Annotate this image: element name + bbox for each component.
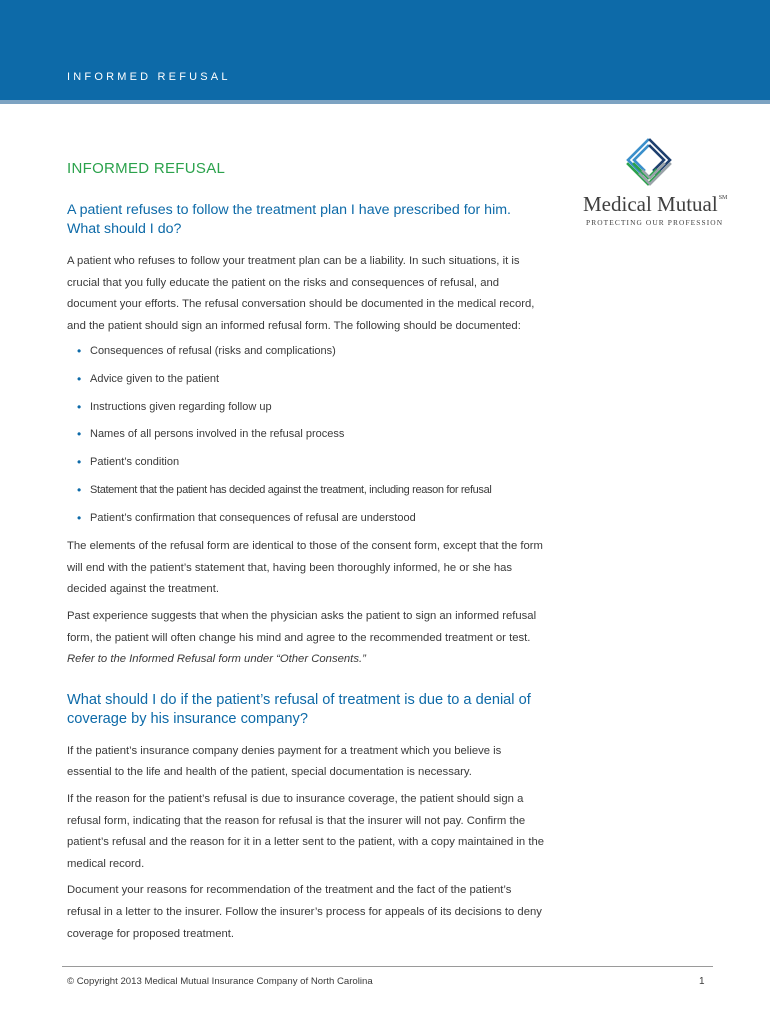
footer-copyright: © Copyright 2013 Medical Mutual Insurance Company of North Carolina (67, 976, 373, 987)
past-experience-text: Past experience suggests that when the physician asks the patient to sign an informed refusal form, the patient will often change his mind and agree to the recommended treatment or test. (67, 609, 537, 644)
document-reasons-paragraph: Document your reasons for recommendation of the treatment and the fact of the patient’s refusal in a letter to the insurer. Follow the insurer’s process for appeals of its decisions to deny coverage for proposed treatment. (67, 884, 542, 940)
list-item: • Advice given to the patient (67, 370, 547, 389)
refusal-form-reference: Refer to the Informed Refusal form under “Other Consents.” (67, 653, 366, 666)
documentation-list (67, 342, 547, 527)
question-heading-2: What should I do if the patient’s refusal of treatment is due to a denial of coverage by his insurance company? (67, 691, 531, 727)
bullet-icon: • (77, 510, 82, 525)
header-band (0, 0, 770, 100)
logo-tagline: PROTECTING OUR PROFESSION (586, 218, 724, 227)
insurer-denies-paragraph: If the patient’s insurance company denies payment for a treatment which you believe is essential to the life and health of the patient, special documentation is necessary. (67, 744, 502, 779)
footer-divider (62, 966, 713, 967)
list-item: • Patient’s condition (67, 453, 547, 472)
intro-paragraph: A patient who refuses to follow your treatment plan can be a liability. In such situations, it is crucial that you fully educate the patient on the risks and consequences of refusal, and document your efforts. The refusal conversation should be documented in the medical record, and the patient should sign an informed refusal form. The following should be documented: (67, 255, 535, 332)
header-title: INFORMED REFUSAL (67, 71, 231, 83)
bullet-icon: • (77, 399, 82, 414)
page-title: INFORMED REFUSAL (67, 160, 226, 177)
logo-service-mark: SM (718, 195, 728, 201)
list-item: • Consequences of refusal (risks and complications) (67, 342, 547, 361)
diamond-logo-icon (620, 138, 676, 194)
list-item: • Statement that the patient has decided against the treatment, including reason for refusal (67, 481, 547, 500)
logo-name (583, 192, 727, 217)
bullet-icon: • (77, 344, 82, 359)
bullet-icon: • (77, 482, 81, 497)
question-heading-1: A patient refuses to follow the treatment plan I have prescribed for him. What should I do? (67, 202, 511, 237)
list-item: • Patient’s confirmation that consequences of refusal are understood (67, 509, 547, 528)
header-stripe (0, 100, 770, 104)
document-body (67, 158, 547, 950)
past-experience-paragraph (67, 606, 547, 671)
bullet-icon: • (77, 372, 82, 387)
bullet-icon: • (77, 427, 82, 442)
medical-mutual-logo (580, 138, 728, 233)
refusal-reason-paragraph: If the reason for the patient’s refusal is due to insurance coverage, the patient should sign a refusal form, indicating that the reason for refusal is that the insurer will not pay. Confirm the patient’s refusal and the reason for it in a letter sent to the patient, with a copy maintained in the medical record. (67, 792, 545, 870)
list-item: • Names of all persons involved in the refusal process (67, 425, 547, 444)
elements-paragraph: The elements of the refusal form are identical to those of the consent form, except that the form will end with the patient’s statement that, having been thoroughly informed, he or she has decided against the treatment. (67, 540, 543, 596)
logo-name-text: Medical Mutual (583, 192, 718, 216)
list-item: • Instructions given regarding follow up (67, 398, 547, 417)
page-number: 1 (699, 976, 705, 987)
bullet-icon: • (77, 455, 82, 470)
